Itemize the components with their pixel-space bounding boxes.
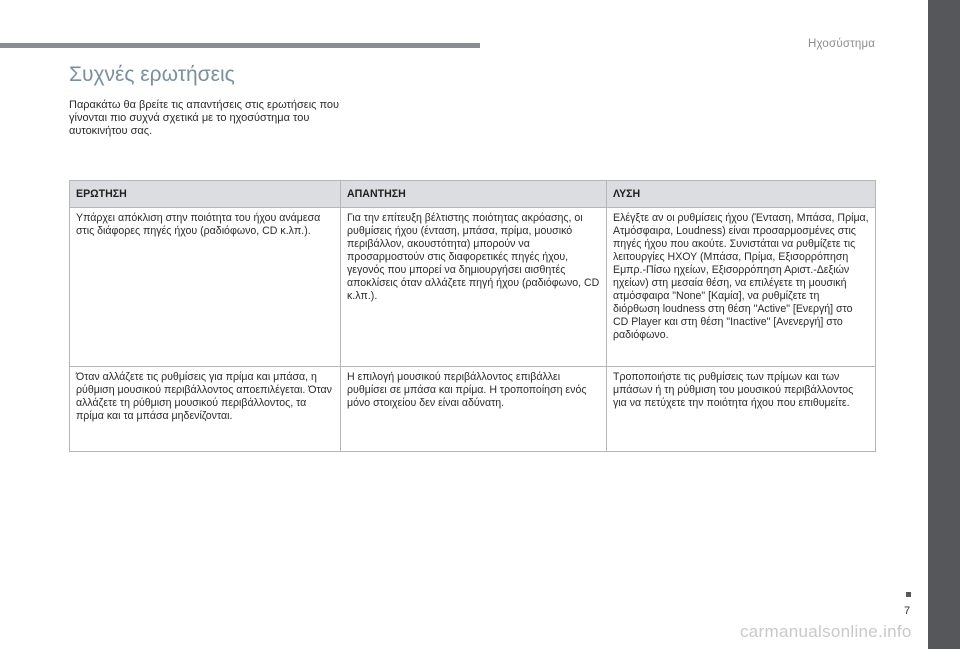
column-header-answer: ΑΠΑΝΤΗΣΗ xyxy=(341,181,607,208)
header-rule xyxy=(0,43,480,48)
column-header-solution: ΛΥΣΗ xyxy=(607,181,876,208)
faq-table xyxy=(69,180,876,452)
column-header-question: ΕΡΩΤΗΣΗ xyxy=(70,181,341,208)
intro-text: Παρακάτω θα βρείτε τις απαντήσεις στις ερωτήσεις που γίνονται πιο συχνά σχετικά με το ηχοσύστημα του αυτοκινήτου σας. xyxy=(69,99,340,137)
side-stripe xyxy=(928,0,960,649)
table-row xyxy=(70,367,876,452)
solution-cell: Ελέγξτε αν οι ρυθμίσεις ήχου (Ένταση, Μπάσα, Πρίμα, Ατμόσφαιρα, Loudness) είναι προσαρμοσμένες στις πηγές ήχου που ακούτε. Συνιστάται να ρυθμίζετε τις λειτουργίες ΗΧΟΥ (Μπάσα, Πρίμα, Εξισορρόπηση Εμπρ.-Πίσω ηχείων, Εξισορρόπηση Αριστ.-Δεξιών ηχείων) στη μεσαία θέση, να επιλέγετε τη μουσική ατμόσφαιρα "None" [Καμία], να ρυθμίζετε τη διόρθωση loudness στη θέση "Active" [Ενεργή] στο CD Player και στη θέση "Inactive" [Ανενεργή] στο ραδιόφωνο. xyxy=(607,208,876,367)
section-label: Ηχοσύστημα xyxy=(808,38,876,50)
table-row xyxy=(70,208,876,367)
watermark: carmanualsonline.info xyxy=(740,622,912,641)
question-cell: Όταν αλλάζετε τις ρυθμίσεις για πρίμα και μπάσα, η ρύθμιση μουσικού περιβάλλοντος αποεπιλέγεται. Όταν αλλάζετε τη ρύθμιση μουσικού περιβάλλοντος, τα πρίμα και τα μπάσα μηδενίζονται. xyxy=(70,367,341,452)
table-header-row xyxy=(70,181,876,208)
question-cell: Υπάρχει απόκλιση στην ποιότητα του ήχου ανάμεσα στις διάφορες πηγές ήχου (ραδιόφωνο, CD κ.λπ.). xyxy=(70,208,341,367)
answer-cell: Για την επίτευξη βέλτιστης ποιότητας ακρόασης, οι ρυθμίσεις ήχου (ένταση, μπάσα, πρίμα, μουσικό περιβάλλον, ακουστότητα) μπορούν να προσαρμοστούν στις διαφορετικές πηγές ήχου, γεγονός που μπορεί να δημιουργήσει αισθητές αποκλίσεις όταν αλλάζετε πηγή ήχου (ραδιόφωνο, CD κ.λπ.). xyxy=(341,208,607,367)
page-number: 7 xyxy=(904,605,911,617)
page-marker xyxy=(906,592,911,597)
page-title: Συχνές ερωτήσεις xyxy=(69,63,235,86)
answer-cell: Η επιλογή μουσικού περιβάλλοντος επιβάλλει ρυθμίσει σε μπάσα και πρίμα. Η τροποποίηση ενός μόνο στοιχείου δεν είναι αδύνατη. xyxy=(341,367,607,452)
solution-cell: Τροποποιήστε τις ρυθμίσεις των πρίμων και των μπάσων ή τη ρύθμιση του μουσικού περιβάλλοντος για να πετύχετε την ποιότητα ήχου που επιθυμείτε. xyxy=(607,367,876,452)
